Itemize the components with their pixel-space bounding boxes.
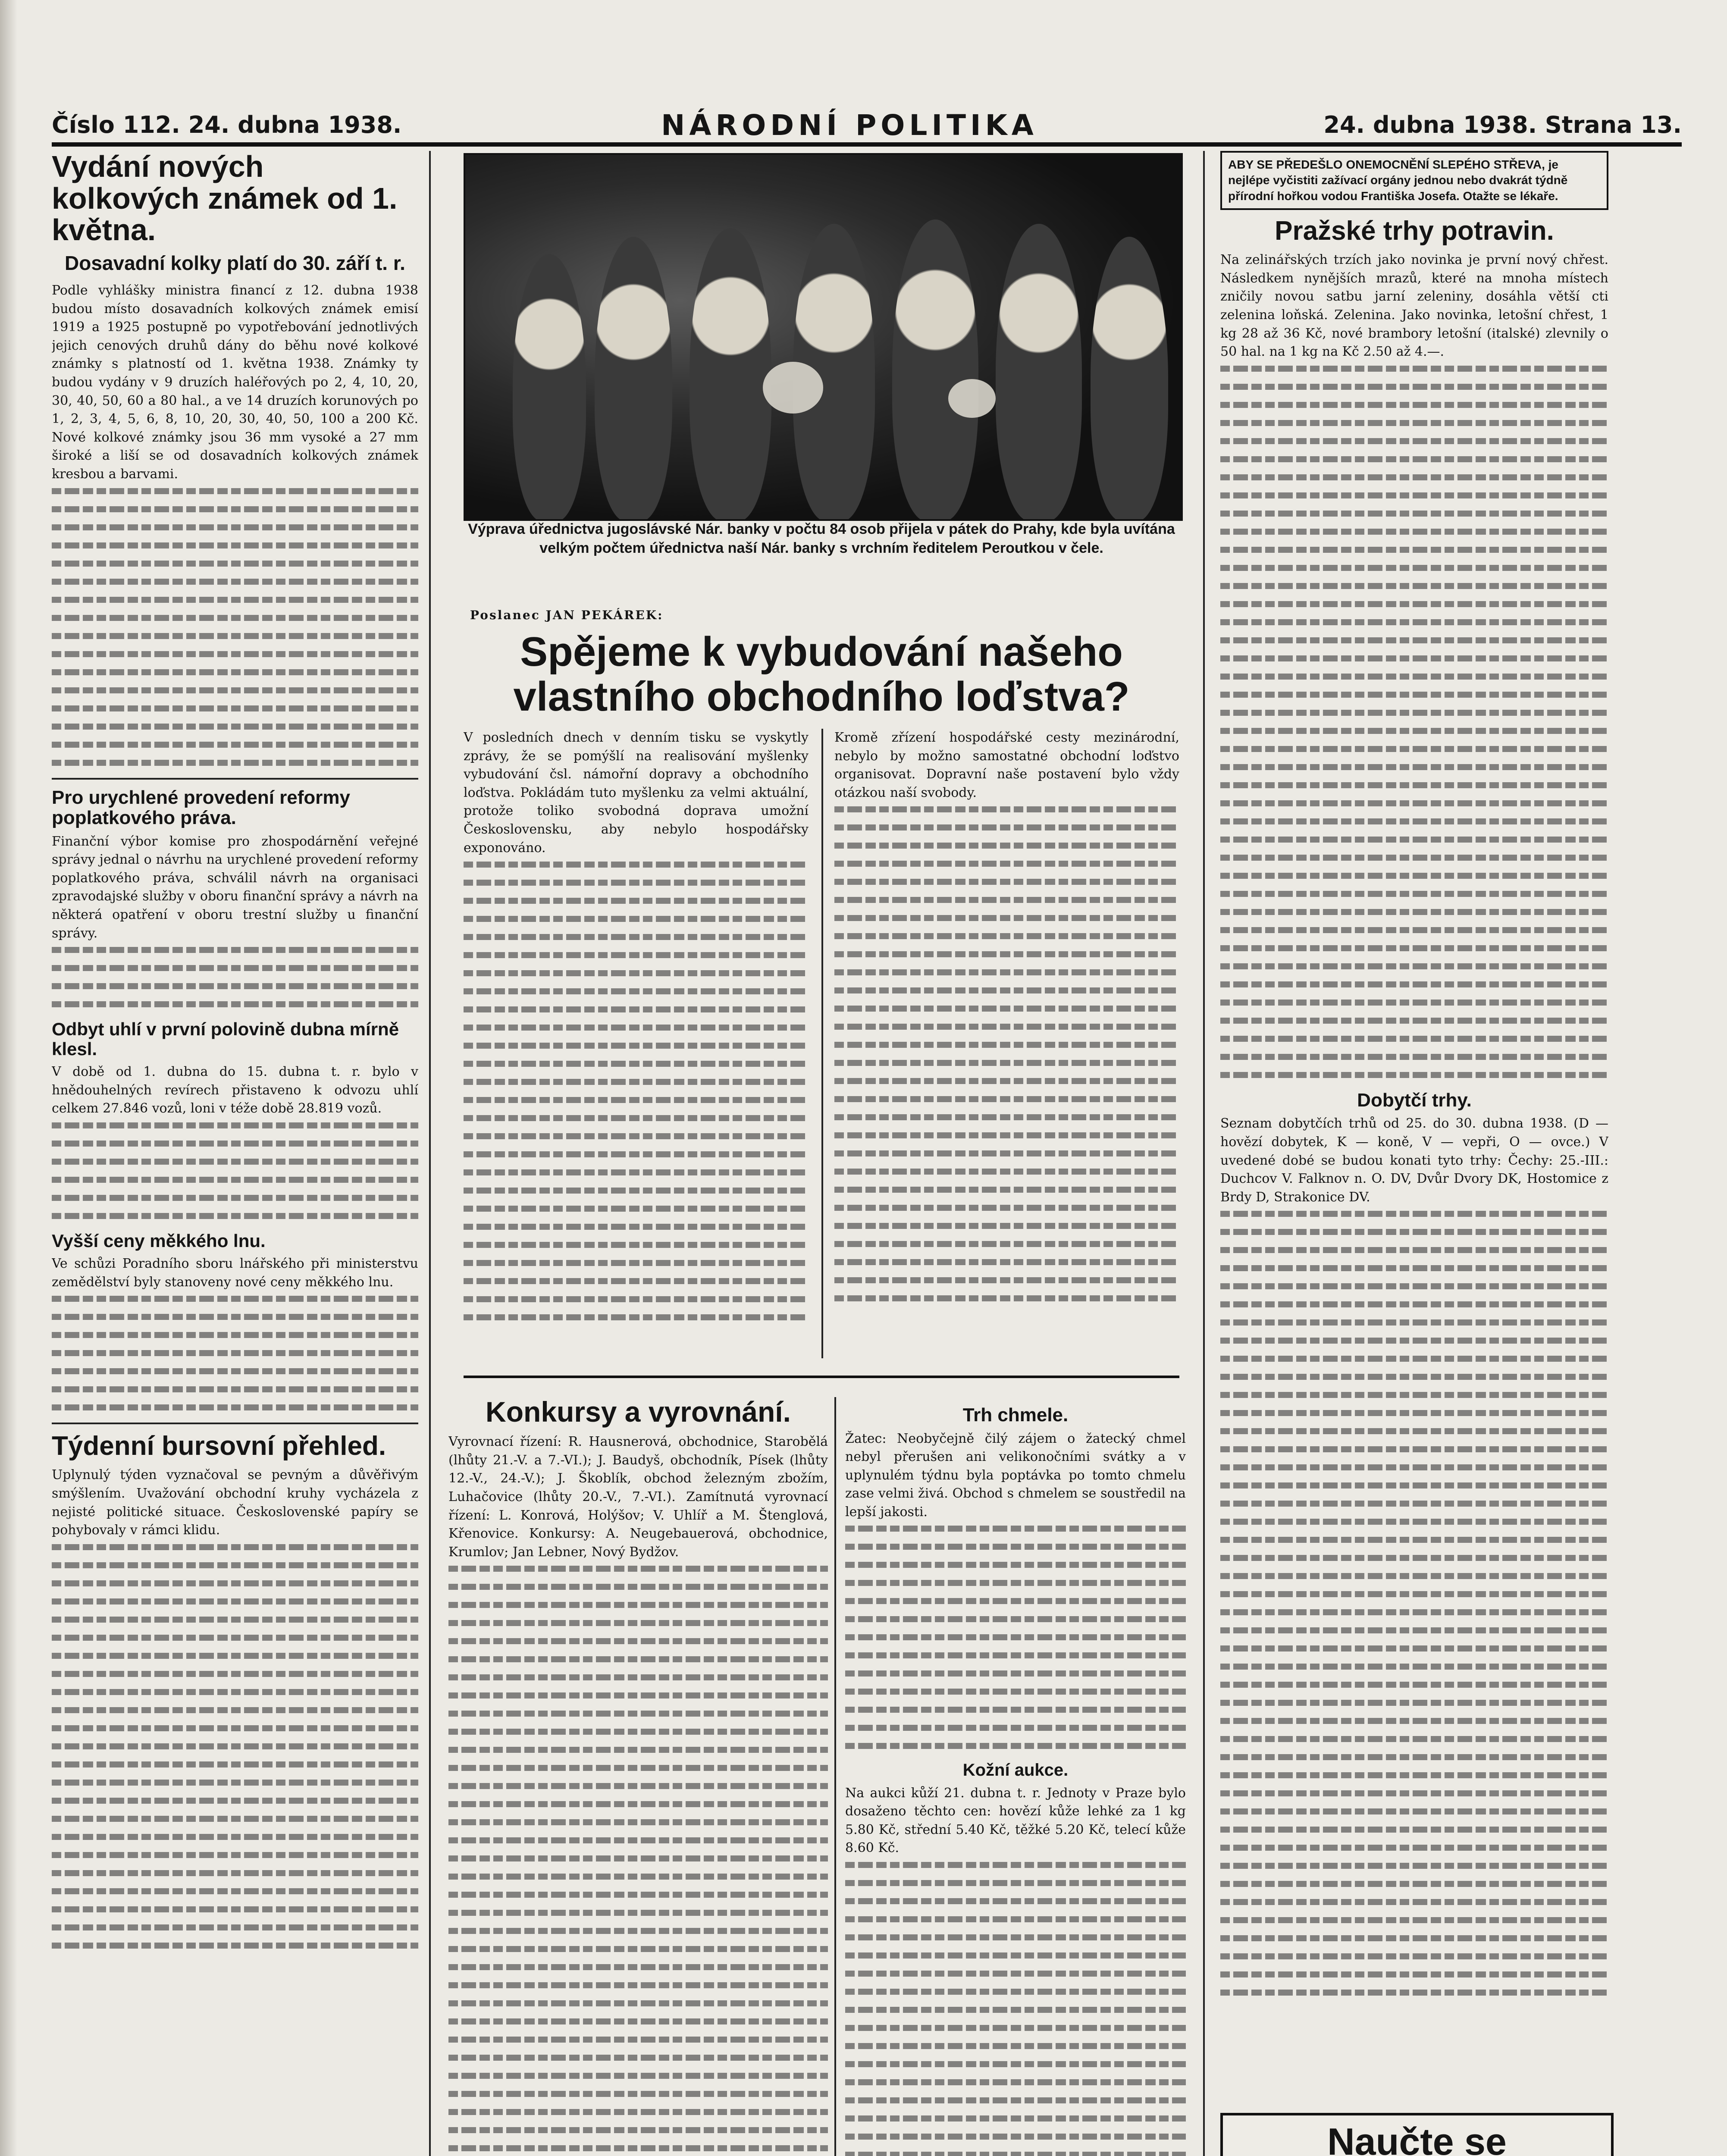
- photo-caption: Výprava úřednictva jugoslávské Nár. banky v počtu 84 osob přijela v pátek do Prahy, kde byla uvítána velkým počtem úřednictva naší Nár. banky s vrchním ředitelem Peroutkou v čele.: [468, 521, 1175, 557]
- article-subhead-stamps: Dosavadní kolky platí do 30. září t. r.: [65, 251, 405, 274]
- lead-article-headline: Spějeme k vybudování našeho vlastního obchodního loďstva?: [513, 629, 1130, 720]
- text-block: [448, 1566, 828, 2156]
- article-headline-stamps: Vydání nových kolkových známek od 1. května.: [52, 151, 398, 247]
- text-block: [52, 1296, 418, 1410]
- hops-column: [845, 1397, 1186, 2156]
- text-block: [52, 488, 418, 766]
- leather-auction-body: Na aukci kůží 21. dubna t. r. Jednoty v Praze bylo dosaženo těchto cen: hovězí kůže lehké za 1 kg 5.80 Kč, střední 5.40 Kč, těžké 5.20 Kč, telecí kůže 8.60 Kč.: [845, 1785, 1186, 1856]
- scan-edge-left: [0, 0, 17, 2156]
- column-4: [1220, 151, 1608, 2100]
- article-body-bourse: Uplynulý týden vyznačoval se pevným a důvěřivým smýšlením. Uvažování obchodní kruhy vycházela z nejisté politické situace. Československé papíry se pohybovaly v rámci klidu.: [52, 1467, 418, 1538]
- bankruptcy-body: Vyrovnací řízení: R. Hausnerová, obchodnice, Starobělá (lhůty 21.-V. a 7.-VI.); J. Baudyš, obchodník, Písek (lhůty 12.-V., 24.-V.); J. Škoblík, obchod železným zbožím, Luhačovice (lhůty 20.-V., 7.-VI.). Zamítnutá vyrovnací řízení: L. Konrová, Holýšov; V. Uhlíř a M. Štenglová, Křenovice. Konkursy: A. Neugebauerová, obchodnice, Krumlov; Jan Lebner, Nový Bydžov.: [448, 1434, 828, 1560]
- bankruptcy-headline: Konkursy a vyrovnání.: [486, 1397, 791, 1428]
- article-headline-coal: Odbyt uhlí v první polovině dubna mírně klesl.: [52, 1019, 399, 1059]
- section-divider: [464, 1376, 1179, 1378]
- hops-headline: Trh chmele.: [962, 1404, 1069, 1426]
- food-markets-body: Na zelinářských trzích jako novinka je první nový chřest. Následkem nynějších mrazů, které na mnoha místech zničily novou satbu jarní zeleniny, dosáhla větší cti zelenina loňská. Zelenina. Jako novinka, letošní chřest, 1 kg 28 až 36 Kč, nové brambory letošní (italské) zlevnily o 50 hal. na 1 kg na Kč 2.50 až 4.—.: [1220, 252, 1608, 360]
- text-block: [52, 1544, 418, 1949]
- issue-date: Číslo 112. 24. dubna 1938.: [52, 111, 402, 138]
- newspaper-title: NÁRODNÍ POLITIKA: [661, 109, 1038, 142]
- article-headline-reform: Pro urychlené provedení reformy poplatkového práva.: [52, 787, 350, 829]
- text-block: [1220, 366, 1608, 1078]
- food-markets-headline: Pražské trhy potravin.: [1275, 216, 1554, 246]
- text-block: [464, 862, 809, 1320]
- lead-column-b: [834, 729, 1179, 1358]
- text-block: [52, 947, 418, 1007]
- column-rule: [821, 729, 823, 1358]
- column-rule: [429, 151, 431, 2156]
- text-block: [845, 1862, 1186, 2156]
- column-1: [52, 151, 418, 2156]
- lead-article-body-b: Kromě zřízení hospodářské cesty mezinárodní, nebylo by možno samostatné obchodní loďstvo organisovat. Dopravní naše postavení bylo vždy otázkou naší svobody.: [834, 730, 1179, 800]
- cattle-markets-headline: Dobytčí trhy.: [1357, 1089, 1472, 1111]
- text-block: [1220, 1211, 1608, 1996]
- article-body-stamps: Podle vyhlášky ministra financí z 12. dubna 1938 budou místo dosavadních kolkových známek emisí 1919 a 1925 postupně po vypotřebování jednotlivých jejich cenových druhů dány do běhu nové kolkové známky s platností od 1. května 1938. Známky ty budou vydány v 9 druzích haléřových po 2, 4, 10, 20, 30, 40, 50, 60 a 80 hal., a ve 14 druzích korunových po 1, 2, 3, 4, 5, 6, 8, 10, 20, 30, 40, 50, 100 a 200 Kč. Nové kolkové známky jsou 36 mm vysoké a 27 mm široké a liší se od dosavadních kolkových známek kresbou a barvami.: [52, 283, 418, 482]
- article-body-coal: V době od 1. dubna do 15. dubna t. r. bylo v hnědouhelných revírech přistaveno k odvozu uhlí celkem 27.846 vozů, loni v téže době 28.819 vozů.: [52, 1064, 418, 1116]
- article-body-reform: Finanční výbor komise pro zhospodárnění veřejné správy jednal o návrhu na urychlené provedení reformy poplatkového práva, schválil návrh na organisaci zpravodajské služby v oboru finanční správy a návrh na některá opatření v oboru trestní služby u finanční správy.: [52, 834, 418, 941]
- lead-article-body-a: V posledních dnech v denním tisku se vyskytly zprávy, že se pomýšlí na realisování myšlenky vybudování čsl. námořní dopravy a obchodního loďstva. Pokládám tuto myšlenku za velmi aktuální, protože toliko svobodná doprava umožní Československu, aby nebylo hospodářsky exponováno.: [464, 730, 809, 856]
- hops-body: Žatec: Neobyčejně čilý zájem o žatecký chmel nebyl přerušen ani velikonočními svátky a v uplynulém týdnu byla poptávka po tomto chmelu zase velmi živá. Obchod s chmelem se soustředil na lepší jakosti.: [845, 1431, 1186, 1520]
- masthead: [52, 108, 1682, 147]
- divider: [52, 778, 418, 780]
- article-byline: Poslanec JAN PEKÁREK:: [470, 608, 664, 622]
- column-rule: [1203, 151, 1205, 2156]
- bankruptcy-column: [448, 1397, 828, 2156]
- page-number: 24. dubna 1938. Strana 13.: [1323, 111, 1682, 138]
- ad-box-water: ABY SE PŘEDEŠLO ONEMOCNĚNÍ SLEPÉHO STŘEVA, je nejlépe vyčistiti zažívací orgány jednou nebo dvakrát týdně přírodní hořkou vodou Františka Josefa. Otažte se lékaře.: [1220, 151, 1608, 210]
- lead-column-a: [464, 729, 809, 1358]
- cattle-markets-body: Seznam dobytčích trhů od 25. do 30. dubna 1938. (D — hovězí dobytek, K — koně, V — vepři, O — ovce.) V uvedené dobé se budou konati tyto trhy: Čechy: 25.-III.: Duchcov V. Falknov n. O. DV, Dvůr Dvory DK, Hostomice z Brdy D, Strakonice DV.: [1220, 1116, 1608, 1205]
- ad-title: Naučte se: [1327, 2120, 1507, 2156]
- leather-auction-headline: Kožní aukce.: [962, 1761, 1069, 1780]
- text-block: [845, 1526, 1186, 1749]
- article-headline-flax: Vyšší ceny měkkého lnu.: [52, 1230, 266, 1251]
- text-block: [834, 806, 1179, 1301]
- article-headline-bourse: Týdenní bursovní přehled.: [52, 1431, 386, 1461]
- ad-drawing-school: [1220, 2113, 1614, 2156]
- column-rule: [834, 1397, 836, 2156]
- article-body-flax: Ve schůzi Poradního sboru lnářského při ministerstvu zemědělství byly stanoveny nové ceny měkkého lnu.: [52, 1256, 418, 1290]
- divider: [52, 1423, 418, 1424]
- text-block: [52, 1122, 418, 1219]
- news-photo: [464, 153, 1183, 521]
